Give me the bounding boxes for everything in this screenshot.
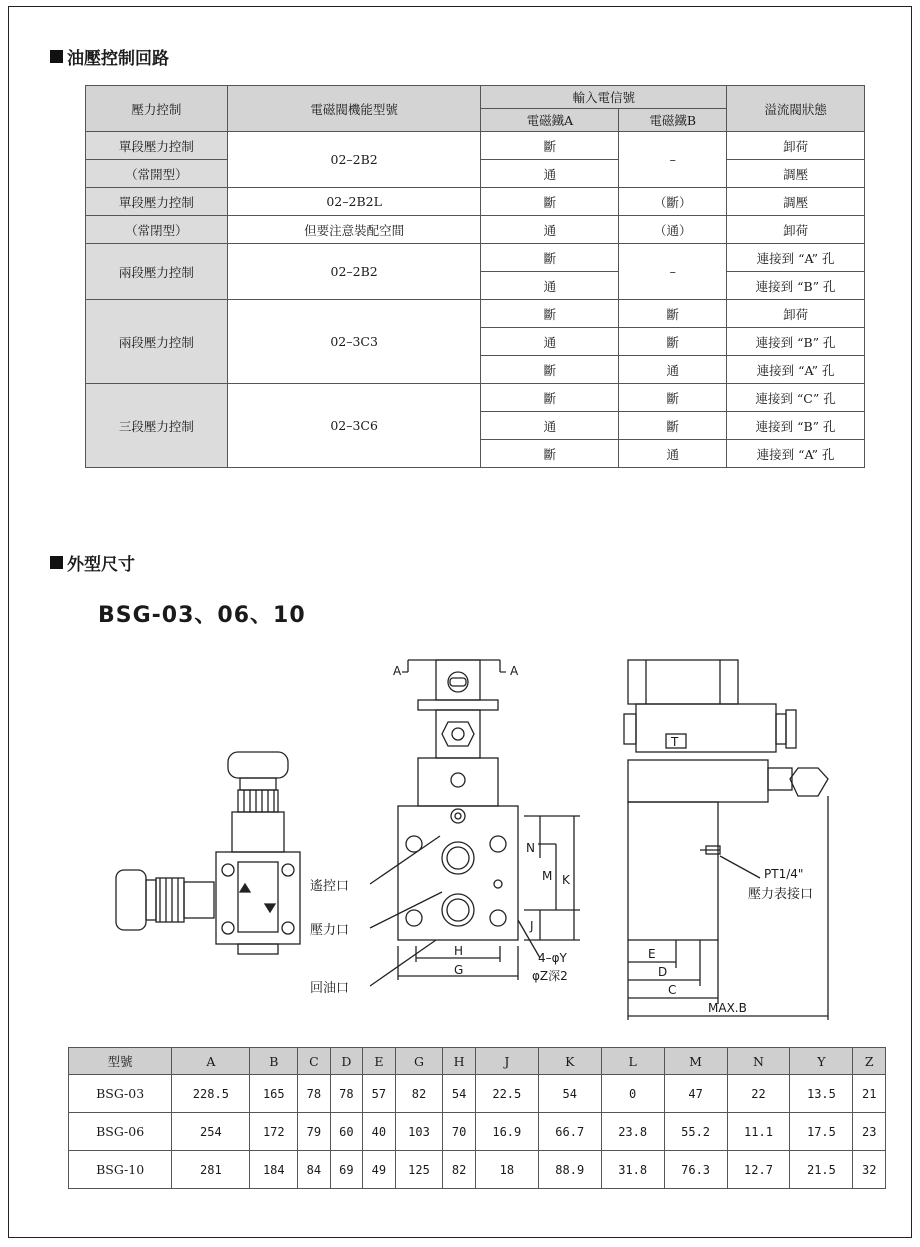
group-model-cell: 02–2B2 [227,244,481,300]
solenoid-a-cell: 斷 [481,384,619,412]
value-cell: 12.7 [727,1151,790,1189]
value-cell: 57 [363,1075,396,1113]
header-cell: 型號 [69,1048,172,1075]
solenoid-a-cell: 通 [481,216,619,244]
value-cell: 17.5 [790,1113,853,1151]
header-valve-model: 電磁閥機能型號 [227,86,481,132]
dim-j-label: J [530,919,534,933]
value-cell: 79 [298,1113,331,1151]
group-name-cell: 單段壓力控制 [86,188,228,216]
value-cell: 16.9 [475,1113,538,1151]
solenoid-b-cell: – [619,244,727,300]
solenoid-b-cell: 通 [619,440,727,468]
value-cell: 184 [250,1151,298,1189]
solenoid-a-cell: 通 [481,160,619,188]
dimension-section-title: 外型尺寸 [50,550,135,575]
group-name-cell: 兩段壓力控制 [86,244,228,300]
solenoid-a-cell: 斷 [481,300,619,328]
header-cell: A [172,1048,250,1075]
header-cell: C [298,1048,331,1075]
relief-state-cell: 連接到 “B” 孔 [727,328,865,356]
value-cell: 82 [443,1151,476,1189]
value-cell: 172 [250,1113,298,1151]
remote-port-label: 遙控口 [310,879,350,894]
value-cell: 54 [443,1075,476,1113]
dim-h-label: H [454,944,464,958]
pressure-port-label: 壓力口 [310,923,350,938]
value-cell: 76.3 [664,1151,727,1189]
model-cell: BSG-10 [69,1151,172,1189]
value-cell: 0 [601,1075,664,1113]
value-cell: 66.7 [538,1113,601,1151]
relief-state-cell: 連接到 “A” 孔 [727,356,865,384]
table-row [69,1151,886,1189]
header-cell: G [395,1048,443,1075]
table-header-row [69,1048,886,1075]
value-cell: 40 [363,1113,396,1151]
relief-state-cell: 連接到 “B” 孔 [727,412,865,440]
header-cell: B [250,1048,298,1075]
solenoid-b-cell: （斷） [619,188,727,216]
group-name-cell: 三段壓力控制 [86,384,228,468]
dim-z-label: φZ深2 [532,969,568,983]
model-cell: BSG-03 [69,1075,172,1113]
value-cell: 254 [172,1113,250,1151]
value-cell: 47 [664,1075,727,1113]
return-port-label: 回油口 [310,981,350,996]
value-cell: 13.5 [790,1075,853,1113]
relief-state-cell: 卸荷 [727,132,865,160]
header-cell: L [601,1048,664,1075]
header-cell: E [363,1048,396,1075]
relief-state-cell: 卸荷 [727,216,865,244]
header-cell: K [538,1048,601,1075]
t-mark-label: T [671,735,679,749]
solenoid-a-cell: 斷 [481,244,619,272]
value-cell: 32 [853,1151,886,1189]
dim-g-label: G [454,963,464,977]
header-cell: J [475,1048,538,1075]
value-cell: 31.8 [601,1151,664,1189]
solenoid-b-cell: （通） [619,216,727,244]
header-cell: D [330,1048,363,1075]
value-cell: 22.5 [475,1075,538,1113]
header-cell: H [443,1048,476,1075]
solenoid-a-cell: 斷 [481,132,619,160]
dimension-table [68,1047,886,1189]
relief-state-cell: 連接到 “A” 孔 [727,244,865,272]
value-cell: 60 [330,1113,363,1151]
value-cell: 281 [172,1151,250,1189]
value-cell: 78 [298,1075,331,1113]
solenoid-a-cell: 通 [481,328,619,356]
main-valve-front-drawing [370,660,580,986]
dim-m-label: M [542,869,553,883]
relief-state-cell: 卸荷 [727,300,865,328]
value-cell: 22 [727,1075,790,1113]
group-model-cell: 02–2B2 [227,132,481,188]
table-row [69,1075,886,1113]
solenoid-b-cell: 斷 [619,300,727,328]
value-cell: 103 [395,1113,443,1151]
solenoid-a-cell: 斷 [481,356,619,384]
header-cell: Y [790,1048,853,1075]
value-cell: 78 [330,1075,363,1113]
value-cell: 82 [395,1075,443,1113]
group-name-cell: 單段壓力控制 [86,132,228,160]
value-cell: 23.8 [601,1113,664,1151]
value-cell: 55.2 [664,1113,727,1151]
value-cell: 69 [330,1151,363,1189]
group-model-cell: 02–2B2L [227,188,481,216]
solenoid-b-cell: 斷 [619,328,727,356]
side-view-knob-drawing [116,870,214,930]
model-cell: BSG-06 [69,1113,172,1151]
value-cell: 228.5 [172,1075,250,1113]
relief-state-cell: 連接到 “C” 孔 [727,384,865,412]
solenoid-a-cell: 斷 [481,188,619,216]
value-cell: 70 [443,1113,476,1151]
value-cell: 125 [395,1151,443,1189]
dim-n-label: N [526,841,535,855]
header-relief-state: 溢流閥狀態 [727,86,865,132]
group-model-note: 但要注意裝配空間 [227,216,481,244]
circuit-section-title: 油壓控制回路 [50,44,169,69]
solenoid-a-cell: 通 [481,412,619,440]
dim-c-label: C [668,983,677,997]
header-cell: N [727,1048,790,1075]
header-solenoid-b: 電磁鐵B [619,109,727,132]
table-row [69,1113,886,1151]
value-cell: 165 [250,1075,298,1113]
solenoid-b-cell: 斷 [619,412,727,440]
value-cell: 21 [853,1075,886,1113]
arrow-a-right-label: A [510,664,519,678]
header-input-signal: 輸入電信號 [481,86,727,109]
header-pressure-control: 壓力控制 [86,86,228,132]
relief-state-cell: 調壓 [727,188,865,216]
relief-state-cell: 調壓 [727,160,865,188]
group-name-cell: 兩段壓力控制 [86,300,228,384]
group-name-cell: （常閉型） [86,216,228,244]
value-cell: 84 [298,1151,331,1189]
header-solenoid-a: 電磁鐵A [481,109,619,132]
gauge-port-label: 壓力表接口 [748,887,814,902]
dim-k-label: K [562,873,570,887]
gauge-port-spec-label: PT1/4" [764,867,804,881]
value-cell: 21.5 [790,1151,853,1189]
value-cell: 54 [538,1075,601,1113]
model-series-title: BSG-03、06、10 [98,603,306,628]
header-cell: M [664,1048,727,1075]
dim-maxb-label: MAX.B [708,1001,747,1015]
dim-y-label: 4–φY [538,951,567,965]
group-name-cell: （常開型） [86,160,228,188]
main-valve-side-drawing [624,660,828,1020]
header-cell: Z [853,1048,886,1075]
arrow-a-left-label: A [393,664,402,678]
dim-e-label: E [648,947,656,961]
value-cell: 11.1 [727,1113,790,1151]
solenoid-b-cell: 斷 [619,384,727,412]
dim-d-label: D [658,965,668,979]
group-model-cell: 02–3C6 [227,384,481,468]
value-cell: 18 [475,1151,538,1189]
value-cell: 88.9 [538,1151,601,1189]
solenoid-a-cell: 通 [481,272,619,300]
value-cell: 23 [853,1113,886,1151]
value-cell: 49 [363,1151,396,1189]
front-view-knob-drawing [216,752,300,954]
solenoid-b-cell: 通 [619,356,727,384]
relief-state-cell: 連接到 “B” 孔 [727,272,865,300]
solenoid-b-cell: – [619,132,727,188]
relief-state-cell: 連接到 “A” 孔 [727,440,865,468]
solenoid-a-cell: 斷 [481,440,619,468]
group-model-cell: 02–3C3 [227,300,481,384]
